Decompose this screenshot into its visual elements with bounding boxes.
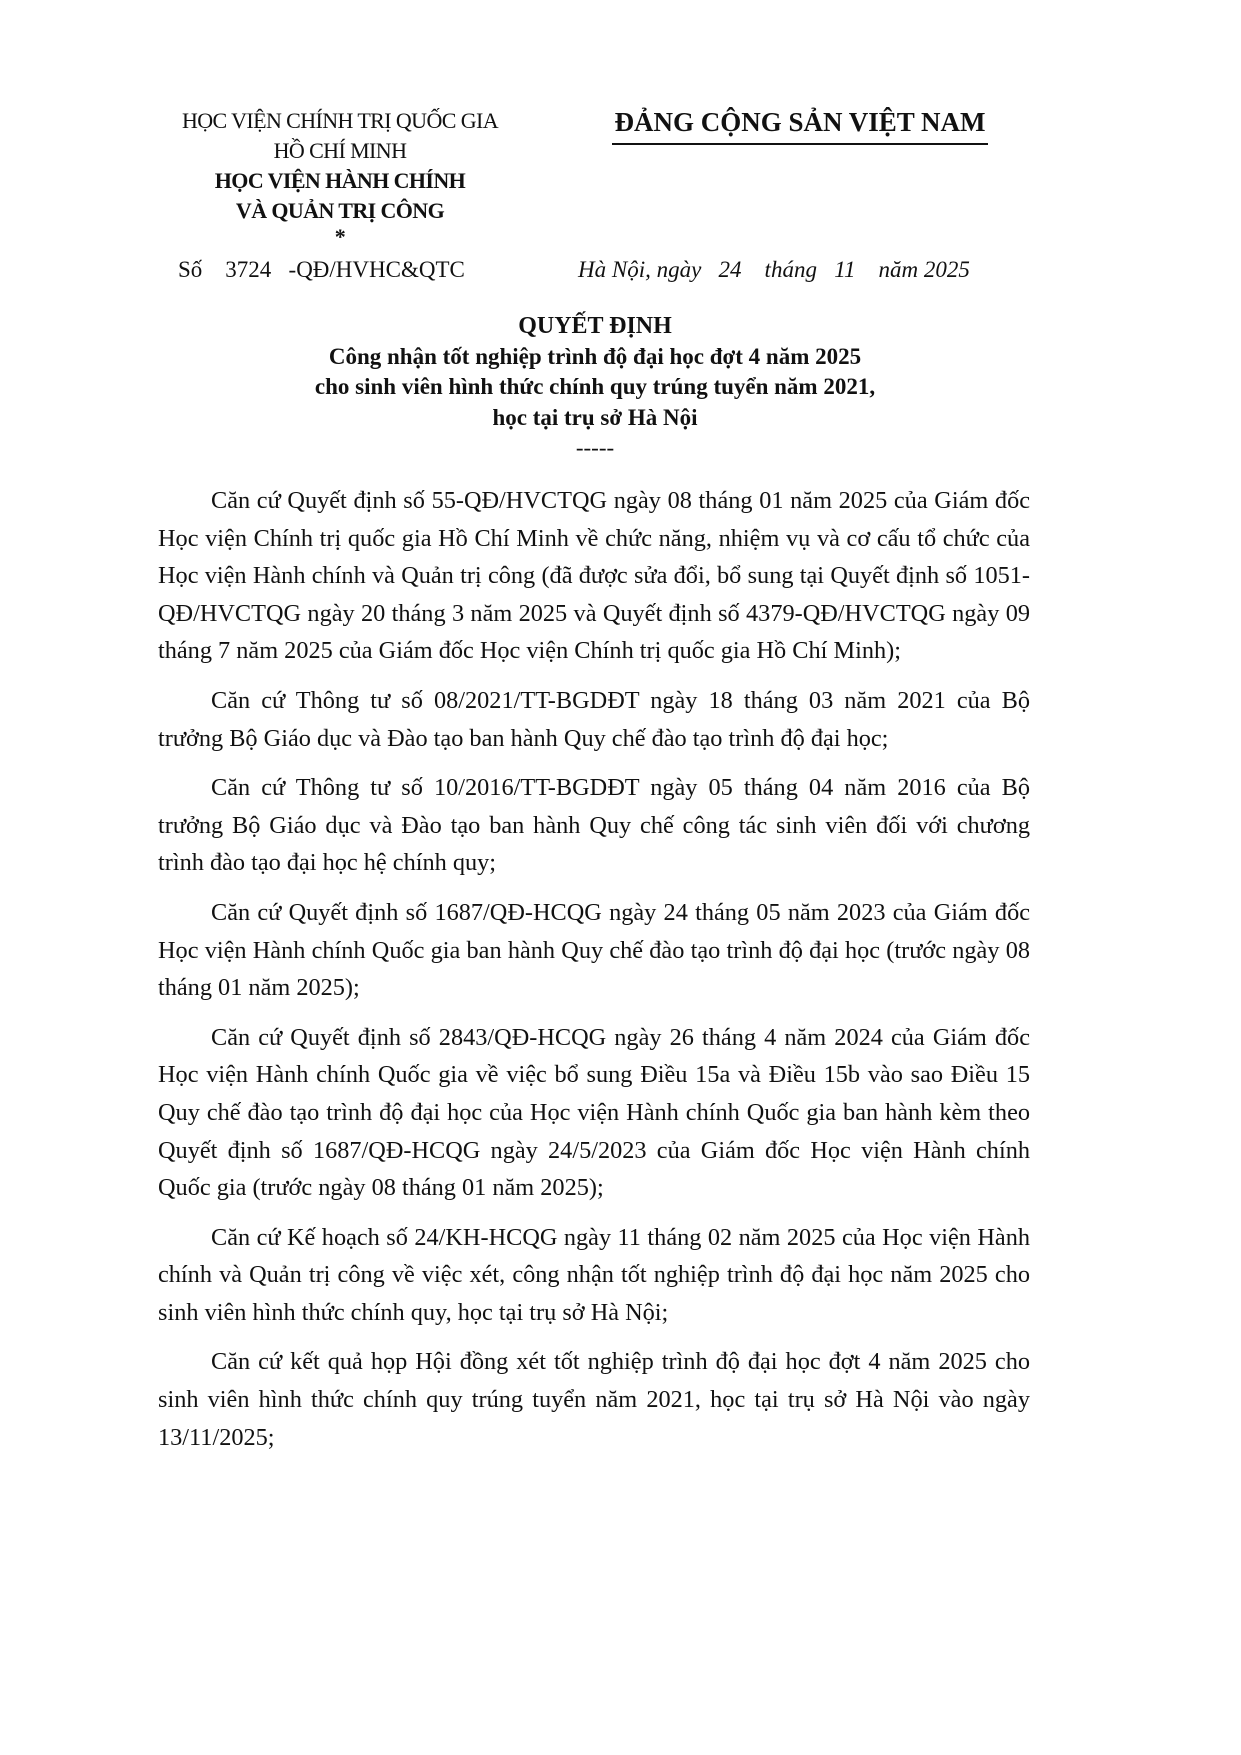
title-line: học tại trụ sở Hà Nội (492, 404, 698, 430)
title-line: cho sinh viên hình thức chính quy trúng tuyển năm 2021, (314, 374, 876, 399)
paragraph: Căn cứ Quyết định số 1687/QĐ-HCQG ngày 24 tháng 05 năm 2023 của Giám đốc Học viện Hành chính Quốc gia ban hành Quy chế đào tạo trình độ đại học (trước ngày 08 tháng 01 năm 2025); (158, 898, 1030, 1002)
paragraph: Căn cứ Quyết định số 2843/QĐ-HCQG ngày 26 tháng 4 năm 2024 của Giám đốc Học viện Hành chính Quốc gia về việc bổ sung Điều 15a và Điều 15b vào sao Điều 15 Quy chế đào tạo trình độ đại học của Học viện Hành chính Quốc gia ban hành kèm theo Quyết định số 1687/QĐ-HCQG ngày 24/5/2023 của Giám đốc Học viện Hành chính Quốc gia (trước ngày 08 tháng 01 năm 2025); (158, 1023, 1030, 1202)
title-line: Công nhận tốt nghiệp trình độ đại học đợt 4 năm 2025 (328, 343, 862, 369)
title-heading: QUYẾT ĐỊNH (518, 313, 672, 339)
org-line-1: HỌC VIỆN HÀNH CHÍNH (214, 168, 466, 193)
paragraph: Căn cứ Thông tư số 10/2016/TT-BGDĐT ngày 05 tháng 04 năm 2016 của Bộ trưởng Bộ Giáo dục và Đào tạo ban hành Quy chế công tác sinh viên đối với chương trình đào tạo đại học hệ chính quy; (158, 774, 1030, 877)
parent-org-line-2: HỒ CHÍ MINH (273, 138, 407, 163)
document-body (158, 482, 1030, 1468)
document-number: Số 3724 -QĐ/HVHC&QTC (178, 257, 465, 282)
party-underline (612, 143, 988, 145)
issuing-authority (140, 106, 540, 248)
star-separator: * (334, 224, 346, 249)
title-separator: ----- (575, 435, 615, 460)
document-title (200, 311, 990, 464)
paragraph: Căn cứ kết quả họp Hội đồng xét tốt nghiệp trình độ đại học đợt 4 năm 2025 cho sinh viên hình thức chính quy trúng tuyển năm 2021, học tại trụ sở Hà Nội vào ngày 13/11/2025; (158, 1348, 1030, 1451)
party-heading: ĐẢNG CỘNG SẢN VIỆT NAM (614, 107, 986, 137)
document-date: Hà Nội, ngày 24 tháng 11 năm 2025 (578, 257, 970, 282)
paragraph: Căn cứ Thông tư số 08/2021/TT-BGDĐT ngày 18 tháng 03 năm 2021 của Bộ trưởng Bộ Giáo dục và Đào tạo ban hành Quy chế đào tạo trình độ đại học; (158, 686, 1030, 752)
paragraph: Căn cứ Quyết định số 55-QĐ/HVCTQG ngày 08 tháng 01 năm 2025 của Giám đốc Học viện Chính trị quốc gia Hồ Chí Minh về chức năng, nhiệm vụ và cơ cấu tổ chức của Học viện Hành chính và Quản trị công (đã được sửa đổi, bổ sung tại Quyết định số 1051-QĐ/HVCTQG ngày 20 tháng 3 năm 2025 và Quyết định số 4379-QĐ/HVCTQG ngày 09 tháng 7 năm 2025 của Giám đốc Học viện Chính trị quốc gia Hồ Chí Minh); (158, 487, 1030, 665)
org-line-2: VÀ QUẢN TRỊ CÔNG (235, 198, 445, 223)
paragraph: Căn cứ Kế hoạch số 24/KH-HCQG ngày 11 tháng 02 năm 2025 của Học viện Hành chính và Quản trị công về việc xét, công nhận tốt nghiệp trình độ đại học năm 2025 cho sinh viên hình thức chính quy, học tại trụ sở Hà Nội; (158, 1223, 1030, 1326)
parent-org-line-1: HỌC VIỆN CHÍNH TRỊ QUỐC GIA (181, 108, 499, 133)
